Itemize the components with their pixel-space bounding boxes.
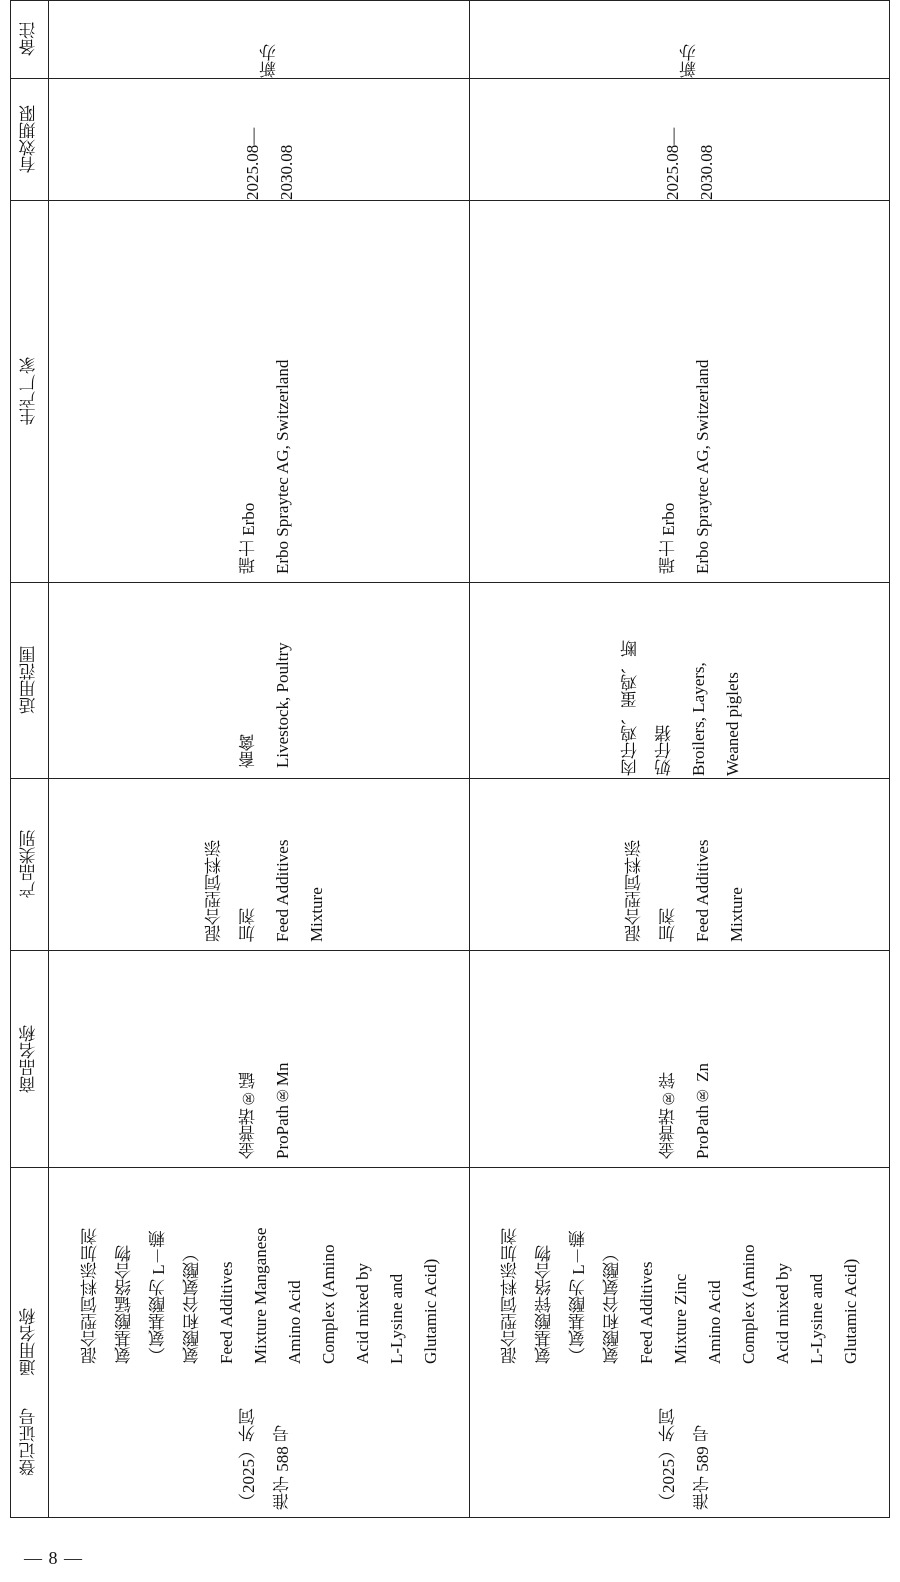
header-divider: [48, 1368, 49, 1518]
header-trade-name: 商品名称: [19, 1025, 39, 1093]
header-remarks: 备注: [19, 22, 39, 57]
generic-name-cell: 混合型饲料添加剂 氨基酸锰络合物 （氨基酸为 L－赖 氨酸和谷氨酸） Feed Additives Mixture Manganese Amino Acid Complex (Amino Acid mixed by L-Lysine and Glutamic Acid): [81, 1227, 440, 1364]
manufacturer-cell: 瑞士 Erbo Erbo Spraytec AG, Switzerland: [239, 359, 292, 574]
remarks-cell: 新办: [680, 44, 699, 78]
header-generic-name: 通用名称: [19, 1308, 39, 1377]
scope-cell: 肉仔鸡、蛋鸡、断 奶仔猪 Broilers, Layers, Weaned piglets: [621, 640, 742, 776]
header-category: 产品类别: [19, 830, 39, 899]
page-number: — 8 —: [24, 1548, 83, 1568]
manufacturer-cell: 瑞士 Erbo Erbo Spraytec AG, Switzerland: [659, 359, 712, 574]
category-cell: 混合型饲料添 加剂 Feed Additives Mixture: [205, 839, 326, 942]
header-reg-no: 登记证号: [19, 1408, 39, 1477]
header-scope: 适用范围: [19, 646, 39, 715]
header-manufacturer: 生产厂家: [19, 357, 39, 426]
category-cell: 混合型饲料添 加剂 Feed Additives Mixture: [625, 839, 746, 942]
trade-name-cell: 金普诺®锰 ProPath®Mn: [239, 1062, 292, 1159]
header-validity: 有效期限: [19, 105, 39, 174]
reg-no-cell: （2025）外饲 准字 588 号: [239, 1408, 292, 1510]
validity-cell: 2025.08— 2030.08: [243, 127, 296, 200]
remarks-cell: 新办: [260, 44, 279, 78]
trade-name-cell: 金普诺®锌 ProPath® Zn: [659, 1063, 712, 1159]
validity-cell: 2025.08— 2030.08: [663, 127, 716, 200]
scope-cell: 畜禽 Livestock, Poultry: [239, 642, 292, 768]
generic-name-cell: 混合型饲料添加剂 氨基酸锌络合物 （氨基酸为 L－赖 氨酸和谷氨酸） Feed Additives Mixture Zinc Amino Acid Complex (Amino Acid mixed by L-Lysine and Glutamic Acid): [501, 1228, 860, 1364]
reg-no-cell: （2025）外饲 准字 589 号: [659, 1408, 712, 1510]
